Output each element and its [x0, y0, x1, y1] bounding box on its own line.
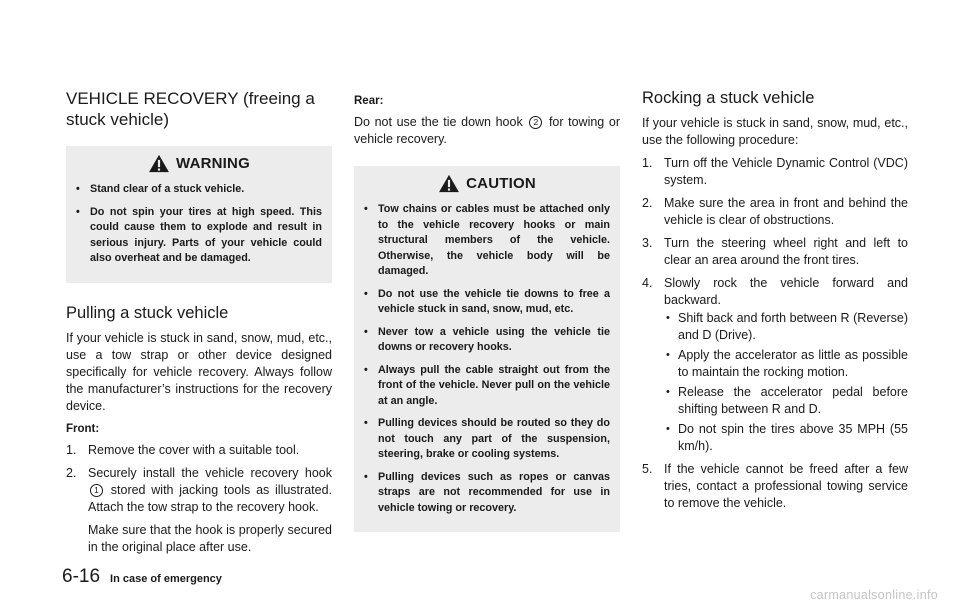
callout-marker-icon: 2	[529, 116, 542, 129]
step-text: Turn off the Vehicle Dynamic Control (VDC) system.	[664, 156, 908, 187]
list-item	[66, 465, 332, 516]
list-item	[66, 442, 332, 459]
caution-item: • Do not use the vehicle tie downs to free a vehicle stuck in sand, snow, mud, etc.	[364, 287, 610, 318]
step-number: 2.	[642, 196, 653, 210]
step-number: 5.	[642, 462, 653, 476]
caution-list	[364, 202, 610, 516]
caution-item: • Pulling devices such as ropes or canvas straps are not recommended for use in vehicle towing or recovery.	[364, 470, 610, 517]
page-heading: VEHICLE RECOVERY (freeing a stuck vehicle)	[66, 89, 315, 129]
step-number: 1.	[66, 442, 77, 457]
column-left	[66, 88, 332, 562]
pulling-intro: If your vehicle is stuck in sand, snow, mud, etc., use a tow strap or other device designed specifically for vehicle recovery. Always follow the manufacturer’s instructions for the recovery device.	[66, 330, 332, 413]
watermark: carmanualsonline.info	[810, 588, 938, 602]
step-text: Slowly rock the vehicle forward and backward.	[664, 276, 908, 307]
step-text: Turn the steering wheel right and left to clear an area around the front tires.	[664, 236, 908, 267]
rear-text	[354, 114, 620, 148]
sub-item: • Do not spin the tires above 35 MPH (55 km/h).	[664, 421, 908, 455]
step-number: 4.	[642, 276, 653, 290]
rear-text-part: Do not use the tie down hook	[354, 115, 523, 129]
sub-item: • Release the accelerator pedal before shifting between R and D.	[664, 384, 908, 418]
list-item	[642, 155, 908, 189]
rocking-sub-list	[664, 310, 908, 455]
warning-triangle-icon	[148, 154, 170, 173]
warning-item: • Stand clear of a stuck vehicle.	[76, 182, 322, 198]
list-item	[642, 461, 908, 512]
sub-item: • Shift back and forth between R (Reverse) and D (Drive).	[664, 310, 908, 344]
sub-item: • Apply the accelerator as little as possible to maintain the rocking motion.	[664, 347, 908, 381]
section-title-rocking: Rocking a stuck vehicle	[642, 89, 815, 107]
list-item	[642, 275, 908, 455]
page-footer	[62, 566, 222, 588]
caution-item: • Tow chains or cables must be attached only to the vehicle recovery hooks or main structural members of the vehicle. Otherwise, the vehicle body will be damaged.	[364, 202, 610, 280]
warning-header	[76, 154, 322, 173]
caution-title: CAUTION	[466, 175, 536, 192]
front-label: Front:	[66, 422, 100, 435]
warning-box	[66, 146, 332, 283]
warning-list	[76, 182, 322, 267]
rear-label: Rear:	[354, 95, 384, 107]
chapter-title: In case of emergency	[110, 573, 222, 585]
step-number: 3.	[642, 236, 653, 250]
rocking-steps	[642, 155, 908, 512]
step-number: 2.	[66, 465, 77, 480]
rocking-intro: If your vehicle is stuck in sand, snow, mud, etc., use the following procedure:	[642, 116, 908, 147]
step-text: Securely install the vehicle recovery hook	[88, 465, 332, 480]
section-title-pulling: Pulling a stuck vehicle	[66, 303, 229, 322]
column-right	[642, 88, 908, 518]
step-continuation: Make sure that the hook is properly secured in the original place after use.	[88, 522, 332, 554]
column-middle	[354, 93, 620, 552]
warning-title: WARNING	[176, 155, 250, 172]
caution-box	[354, 166, 620, 532]
caution-header	[364, 174, 610, 193]
warning-item: • Do not spin your tires at high speed. This could cause them to explode and result in serious injury. Parts of your vehicle could also overheat and be damaged.	[76, 205, 322, 267]
caution-item: • Always pull the cable straight out from the front of the vehicle. Never pull on the vehicle at an angle.	[364, 363, 610, 410]
list-item	[642, 235, 908, 269]
page-number: 6-16	[62, 566, 101, 587]
caution-item: • Pulling devices should be routed so they do not touch any part of the suspension, steering, brake or cooling systems.	[364, 416, 610, 463]
step-text: stored with jacking tools as illustrated. Attach the tow strap to the recovery hook.	[88, 482, 332, 514]
step-text: Make sure the area in front and behind the vehicle is clear of obstructions.	[664, 196, 908, 227]
callout-marker-icon: 1	[90, 484, 103, 497]
list-item	[642, 195, 908, 229]
step-number: 1.	[642, 156, 653, 170]
caution-triangle-icon	[438, 174, 460, 193]
step-text: If the vehicle cannot be freed after a few tries, contact a professional towing service to remove the vehicle.	[664, 462, 908, 510]
rear-text-part: for towing or vehicle recovery.	[354, 115, 620, 146]
caution-item: • Never tow a vehicle using the vehicle tie downs or recovery hooks.	[364, 325, 610, 356]
step-text: Remove the cover with a suitable tool.	[88, 442, 300, 457]
pulling-steps	[66, 442, 332, 516]
